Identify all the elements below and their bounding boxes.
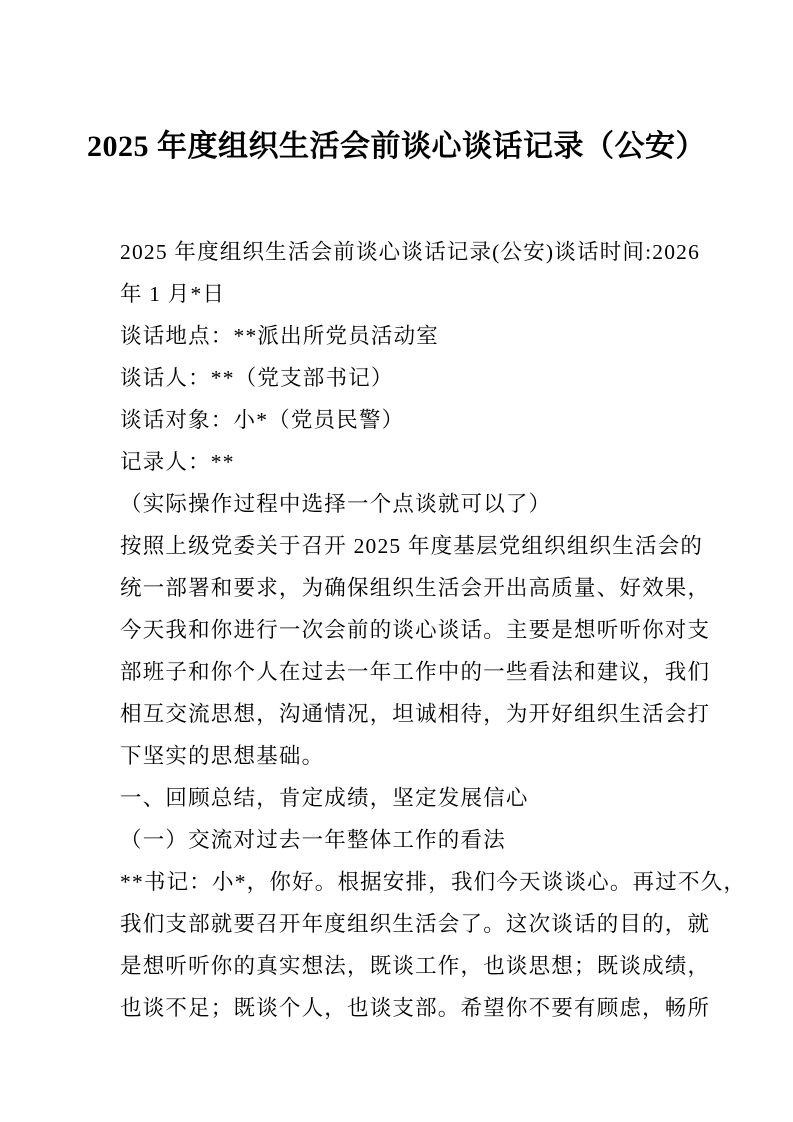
text-line: 也谈不足；既谈个人，也谈支部。希望你不要有顾虑，畅所 (120, 996, 711, 1020)
document-title: 2025 年度组织生活会前谈心谈话记录（公安） (87, 130, 706, 163)
text-line: 年 1 月*日 (120, 282, 226, 306)
text-line: 是想听听你的真实想法，既谈工作，也谈思想；既谈成绩， (120, 954, 711, 978)
text-line: 按照上级党委关于召开 2025 年度基层党组织组织生活会的 (120, 534, 704, 558)
text-line: （实际操作过程中选择一个点谈就可以了） (120, 492, 552, 516)
text-line: 相互交流思想，沟通情况，坦诚相待，为开好组织生活会打 (120, 702, 711, 726)
text-line: 统一部署和要求，为确保组织生活会开出高质量、好效果， (120, 576, 711, 600)
text-line: 谈话地点：**派出所党员活动室 (120, 324, 440, 348)
document-body (120, 231, 747, 1029)
text-line: 记录人：** (120, 450, 235, 474)
text-line: 谈话对象：小*（党员民警） (120, 408, 405, 432)
text-line: 谈话人：**（党支部书记） (120, 366, 394, 390)
text-line: 2025 年度组织生活会前谈心谈话记录(公安)谈话时间:2026 (120, 240, 701, 264)
text-line: （一）交流对过去一年整体工作的看法 (120, 828, 506, 852)
text-line: 今天我和你进行一次会前的谈心谈话。主要是想听听你对支 (120, 618, 711, 642)
text-line: 我们支部就要召开年度组织生活会了。这次谈话的目的，就 (120, 912, 711, 936)
text-line: 部班子和你个人在过去一年工作中的一些看法和建议，我们 (120, 660, 711, 684)
text-line: **书记：小*，你好。根据安排，我们今天谈谈心。再过不久， (120, 870, 747, 894)
text-line: 下坚实的思想基础。 (120, 744, 325, 768)
text-line: 一、回顾总结，肯定成绩，坚定发展信心 (120, 786, 529, 810)
